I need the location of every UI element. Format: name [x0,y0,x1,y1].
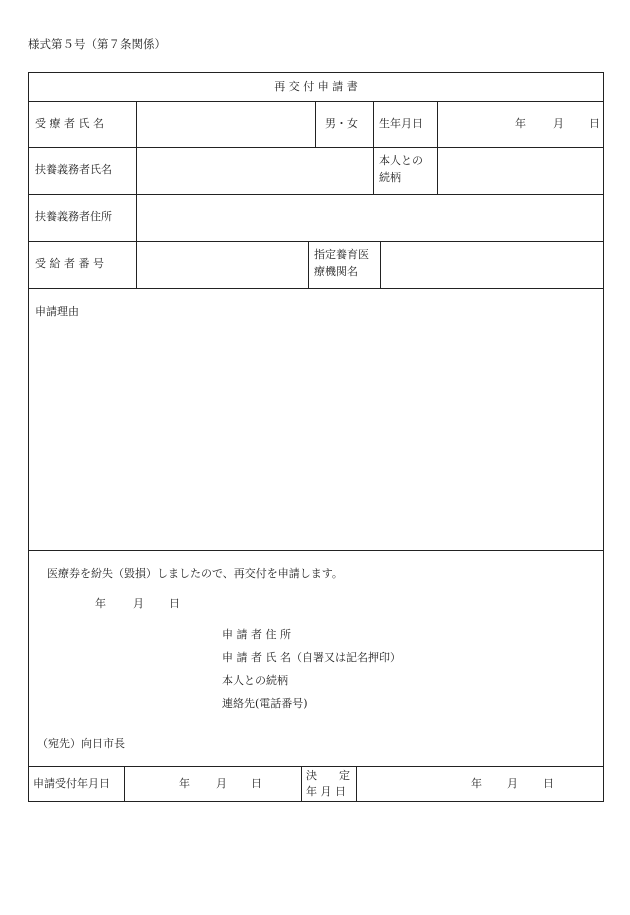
rule-label-column [136,101,137,241]
form-number: 様式第５号（第７条関係） [28,37,166,51]
rule-decision-right [356,766,357,802]
institution-label-line1: 指定養育医 [314,248,369,261]
receipt-month-unit: 月 [216,777,227,790]
applicant-relation-label: 本人との続柄 [222,674,288,687]
declaration-day-unit: 日 [169,597,180,610]
birth-day-unit: 日 [589,117,600,130]
decision-year-unit: 年 [471,777,482,790]
birth-month-unit: 月 [553,117,564,130]
applicant-name-label: 申 請 者 氏 名（自署又は記名押印） [222,651,401,664]
form-title: 再 交 付 申 請 書 [274,80,358,93]
reason-label: 申請理由 [35,305,79,318]
rule-declaration [29,766,603,767]
decision-label-line1: 決 定 [306,769,350,782]
decision-month-unit: 月 [507,777,518,790]
declaration-year-unit: 年 [95,597,106,610]
institution-label-line2: 療機関名 [314,265,358,278]
rule-title [29,101,603,102]
rule-institution-right [380,241,381,288]
reissue-application-form [28,72,604,802]
receipt-day-unit: 日 [251,777,262,790]
rule-birth-right [437,101,438,194]
addressee: （宛先）向日市長 [37,737,125,750]
rule-birth-left [373,101,374,194]
declaration-month-unit: 月 [133,597,144,610]
gender-options: 男・女 [325,117,358,130]
rule-gender-left [315,101,316,148]
decision-day-unit: 日 [543,777,554,790]
rule-row3 [29,241,603,242]
patient-name-label: 受 療 者 氏 名 [35,117,104,130]
decision-label-line2: 年 月 日 [306,785,346,798]
receipt-date-label: 申請受付年月日 [33,777,110,790]
relation-label-line2: 続柄 [379,171,401,184]
rule-row2 [29,194,603,195]
rule-row4 [29,288,603,289]
guardian-name-label: 扶養義務者氏名 [35,163,112,176]
birth-date-label: 生年月日 [379,117,423,130]
rule-institution-left [308,241,309,288]
guardian-address-label: 扶養義務者住所 [35,210,112,223]
rule-decision-left [301,766,302,802]
applicant-address-label: 申 請 者 住 所 [222,628,291,641]
relation-label-line1: 本人との [379,154,423,167]
rule-row4-label [136,241,137,288]
recipient-number-label: 受 給 者 番 号 [35,257,104,270]
applicant-contact-label: 連絡先(電話番号) [222,697,308,710]
rule-reason [29,550,603,551]
declaration-statement: 医療券を紛失（毀損）しましたので、再交付を申請します。 [47,567,343,580]
birth-year-unit: 年 [515,117,526,130]
receipt-year-unit: 年 [179,777,190,790]
rule-receipt-label [124,766,125,802]
rule-row1 [29,147,603,148]
